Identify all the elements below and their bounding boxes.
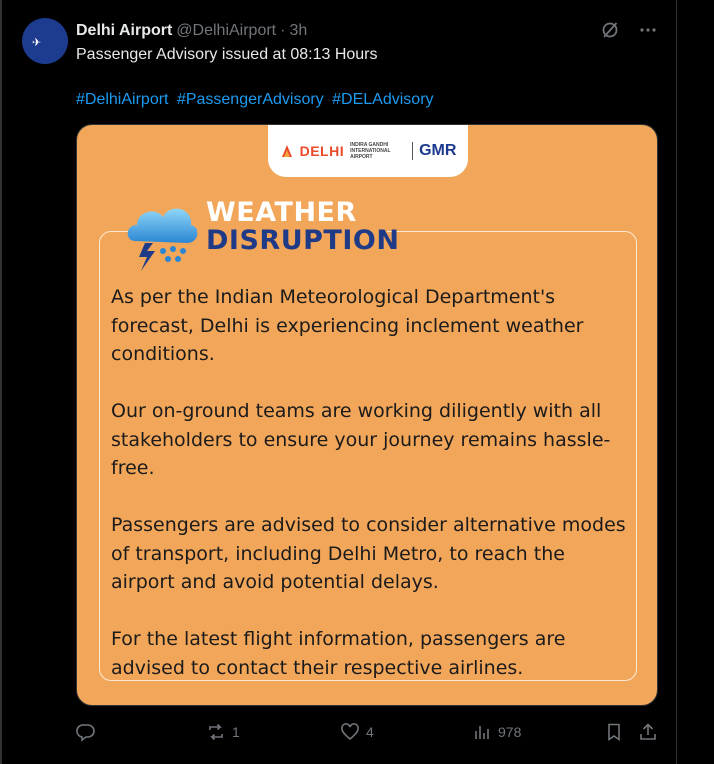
tweet[interactable] [2, 0, 676, 764]
plane-logo-icon: ✈ [32, 37, 42, 49]
share-icon [638, 722, 658, 742]
reply-button[interactable] [76, 720, 102, 744]
advisory-body [111, 283, 631, 706]
bookmark-button[interactable] [604, 720, 624, 744]
hashtag-link[interactable]: #DelhiAirport [76, 91, 169, 108]
hashtag-list [76, 90, 438, 110]
advisory-paragraph: As per the Indian Meteorological Department's forecast, Delhi is experiencing inclement weather conditions. [111, 286, 584, 365]
author-name[interactable]: Delhi Airport [76, 22, 173, 39]
tweet-actions [76, 720, 666, 744]
advisory-paragraph: For the latest flight information, passengers are advised to contact their respective airlines. [111, 628, 566, 679]
logo-subtitle: INDIRA GANDHI INTERNATIONAL AIRPORT [350, 142, 391, 160]
timestamp[interactable]: 3h [289, 22, 308, 39]
storm-cloud-icon [123, 193, 199, 273]
tweet-header [76, 20, 307, 42]
like-icon [340, 722, 360, 742]
grok-icon[interactable] [600, 20, 620, 40]
advisory-title-line2: DISRUPTION [206, 225, 400, 256]
advisory-paragraph: Our on-ground teams are working diligently with all stakeholders to ensure your journey remains hassle-free. [111, 400, 611, 479]
hashtag-link[interactable]: #DELAdvisory [332, 91, 434, 108]
avatar[interactable] [22, 18, 68, 64]
logo-delhi-text: DELHI [299, 143, 345, 159]
logo-gmr-text: GMR [419, 142, 457, 159]
repost-icon [206, 722, 226, 742]
tweet-media-image[interactable] [76, 124, 658, 706]
share-button[interactable] [638, 720, 658, 744]
airport-logo [268, 125, 468, 177]
bookmark-icon [604, 722, 624, 742]
reply-icon [76, 722, 96, 742]
views-icon [472, 722, 492, 742]
hashtag-link[interactable]: #PassengerAdvisory [176, 91, 324, 108]
author-handle[interactable]: @DelhiAirport [176, 22, 277, 39]
logo-divider [412, 142, 413, 160]
more-icon[interactable] [638, 20, 658, 40]
views-button[interactable] [472, 720, 521, 744]
views-count: 978 [498, 724, 522, 740]
flame-logo-icon [280, 143, 294, 159]
repost-count: 1 [232, 724, 240, 740]
like-button[interactable] [340, 720, 374, 744]
advisory-paragraph: Passengers are advised to consider alternative modes of transport, including Delhi Metro, to reach the airport and avoid potential delays. [111, 514, 626, 593]
tweet-top-actions [600, 20, 658, 40]
repost-button[interactable] [206, 720, 240, 744]
advisory-title-line1: WEATHER [206, 197, 357, 228]
sidebar-strip [677, 0, 714, 764]
like-count: 4 [366, 724, 374, 740]
separator: · [280, 22, 286, 39]
tweet-text: Passenger Advisory issued at 08:13 Hours [76, 46, 378, 63]
